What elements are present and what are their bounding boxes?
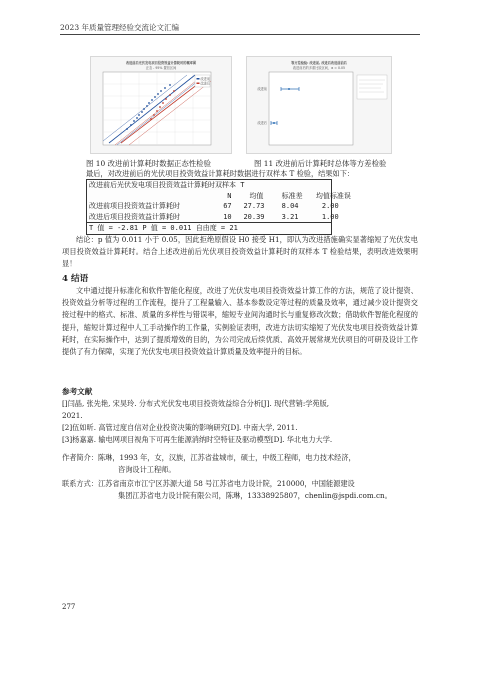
reference-1-cont: 2021. bbox=[62, 411, 83, 420]
running-header: 2023 年质量管理经验交流论文汇编 bbox=[60, 23, 179, 32]
point-before bbox=[288, 88, 290, 90]
ttest-title: 改进前后光伏发电项目投资效益计算耗时双样本 T bbox=[89, 181, 245, 189]
figure-11 bbox=[246, 56, 392, 154]
author-line-1: 作者简介：陈琳，1993 年，女，汉族，江苏省盐城市，硕士，中级工程师，电力技术经济， bbox=[62, 453, 356, 462]
col-mean: 均值 bbox=[249, 191, 264, 200]
plot-area bbox=[269, 72, 353, 145]
figure-10-plot bbox=[91, 57, 231, 153]
legend-label-after: 改进后 bbox=[200, 81, 211, 86]
row-label-after: 改进后 bbox=[257, 121, 267, 125]
contact-label: 联系方式： bbox=[62, 479, 98, 488]
ttest-row-before: 改进前项目投资效益计算耗时 67 27.73 8.04 2.00 bbox=[89, 202, 339, 211]
col-se: 均值标准误 bbox=[315, 191, 351, 200]
reference-3: [3]杨嘉嘉. 输电网项目视角下可再生能源消纳时空特征及驱动模型[D]. 华北电力大学. bbox=[62, 435, 333, 444]
contact-line-1: 联系方式：江苏省南京市江宁区苏源大道 58 号江苏省电力设计院，210000，中国能源建设 bbox=[62, 479, 355, 488]
reference-1: []闫晶, 张先艳, 宋昊玲. 分布式光伏发电项目投资效益综合分析[J]. 现代营销:学苑版, bbox=[62, 399, 330, 408]
author-line-2: 咨询设计工程师。 bbox=[118, 465, 176, 474]
page-number: 277 bbox=[62, 603, 76, 611]
reference-2: [2]伍如昕. 高管过度自信对企业投资决策的影响研究[D]. 中南大学, 2011. bbox=[62, 423, 298, 432]
contact-line-2: 集团江苏省电力设计院有限公司，陈琳，13338925807，chenlin@jspdi.com.cn。 bbox=[118, 491, 392, 500]
section-4-heading: 4 结语 bbox=[62, 274, 89, 284]
ttest-row-after: 改进后项目投资效益计算耗时 10 20.39 3.21 1.00 bbox=[89, 212, 339, 221]
figure-10-title: 改进前后光伏发电项目投资效益计算耗时的概率图 bbox=[125, 61, 197, 65]
figure-11-stats-box bbox=[357, 75, 387, 99]
conclusion-paragraph: 结论：p 值为 0.011 小于 0.05，因此拒绝原假设 H0 接受 H1，即认为改进措施确实显著缩短了光伏发电项目投资效益计算耗时。结合上述改进前后光伏项目投资效益计算耗时的双样本 T 检验结果，表明改进效果明显！ bbox=[62, 235, 418, 269]
figure-10 bbox=[90, 56, 232, 154]
col-n: N bbox=[227, 191, 232, 200]
ttest-result: T 值 = -2.81 P 值 = 0.011 自由度 = 21 bbox=[87, 222, 331, 234]
figure-10-subtitle: 正态 - 95% 置信区间 bbox=[145, 66, 177, 70]
section-4-body: 文中通过提升标准化和软件智能化程度，改进了光伏发电项目投资效益计算工作的方法，规范了设计提资、投资效益分析等过程的工作流程，提升了工程量输入、基本参数设定等过程的质量及效率，通过减少设计提资交接过程中的格式、标准、质量的多样性与错误率，缩短专业间沟通时长与重复修改次数；借助软件智能化程度的提升，缩短计算过程中人工手动操作的工作量，实例验证表明，改进方法切实缩短了光伏发电项目投资效益计算耗时，在实际操作中，达到了提质增效的目的，为公司完成后续优质、高效开展常规光伏项目的可研及设计工作提供了有力保障，实现了光伏发电项目投资效益计算质量及效率提升的目标。 bbox=[62, 286, 418, 357]
point-after bbox=[273, 122, 275, 124]
author-label: 作者简介： bbox=[62, 453, 98, 462]
row-label-before: 改进前 bbox=[257, 87, 267, 91]
figure-10-caption: 图 10 改进前计算耗时数据正态性检验 bbox=[86, 159, 211, 168]
references-heading: 参考文献 bbox=[62, 387, 93, 396]
header-rule bbox=[60, 34, 420, 35]
figure-11-caption: 图 11 改进前后计算耗时总体等方差检验 bbox=[254, 159, 387, 168]
figure-11-plot bbox=[247, 57, 391, 153]
ttest-header-row bbox=[87, 191, 351, 202]
figure-11-title: 等方差检验: 改进前, 改进后改进前前后 bbox=[291, 61, 347, 65]
ttest-output-box bbox=[86, 179, 351, 235]
figure-11-subtitle: 改进前后的多重比较区间，α = 0.05 bbox=[292, 66, 346, 70]
legend-label-before: 改进前 bbox=[200, 77, 211, 81]
ttest-intro: 最后，对改进前后的光伏项目投资效益计算耗时数据进行双样本 T 检验，结果如下： bbox=[86, 169, 355, 178]
col-sd: 标准差 bbox=[281, 191, 303, 200]
